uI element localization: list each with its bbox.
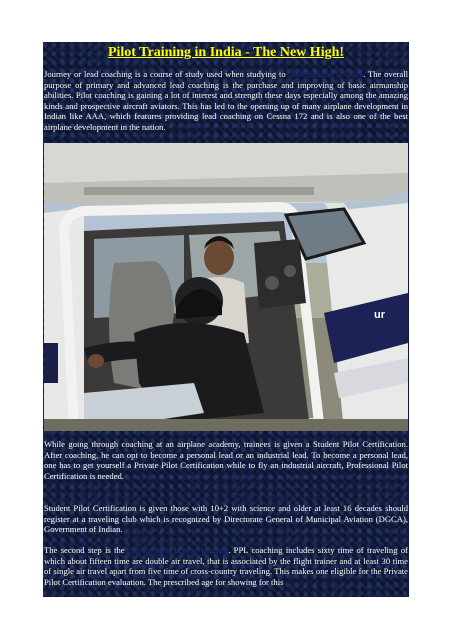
- certification-paragraph: While going through coaching at an airplane academy, trainees is given a Student Pilot Certification. After coaching, he can opt to become a personal lead or an industrial lead. To become a personal lead, one has to get yourself a Private Pilot Certification while to fly an industrial aircraft, Professional Pilot Certification is needed.: [44, 439, 408, 481]
- intro-rest: . The overall purpose of primary and advanced lead coaching is the purchase and improving of basic airmanship abilities. Pilot coaching is gaining a lot of interest and strength these days especially among the amazing kinds and prospective aircraft aviators. This has led to the opening up of many airplane development in Indian like AAA, which features providing lead coaching on Cessna 172 and is also one of the best airplane development in the nation.: [44, 69, 408, 132]
- fuselage-text: ur: [374, 309, 385, 321]
- article-title: Pilot Training in India - The New High!: [107, 45, 345, 60]
- student-certificate-paragraph: Student Pilot Certification is given those with 10+2 with science and older at least 16 decades should register at a traveling club which is recognized by Directorate General of Municipal Aviation (DGCA), Government of Indian.: [44, 503, 408, 535]
- intro-text: Journey or lead coaching is a course of study used when studying to: [44, 69, 286, 79]
- ppl-paragraph: [44, 545, 408, 587]
- article-panel: [43, 42, 409, 597]
- ppl-text: The second step is the: [44, 545, 125, 555]
- intro-paragraph: [44, 69, 408, 133]
- ppl-link[interactable]: private pilot license training: [127, 545, 229, 555]
- cockpit-photo: [44, 143, 408, 431]
- cockpit-illustration: [44, 143, 408, 431]
- ppl-rest: . PPL coaching includes sixty time of traveling of which about fifteen time are double air travel, that is associated by the flight trainer and at least 30 time of single air travel apart from five time of cross-country traveling. This makes one eligible for the Private Pilot Certification evaluation. The prescribed age for showing for this: [44, 545, 408, 587]
- pilot-training-link[interactable]: pilot training in india: [288, 69, 364, 79]
